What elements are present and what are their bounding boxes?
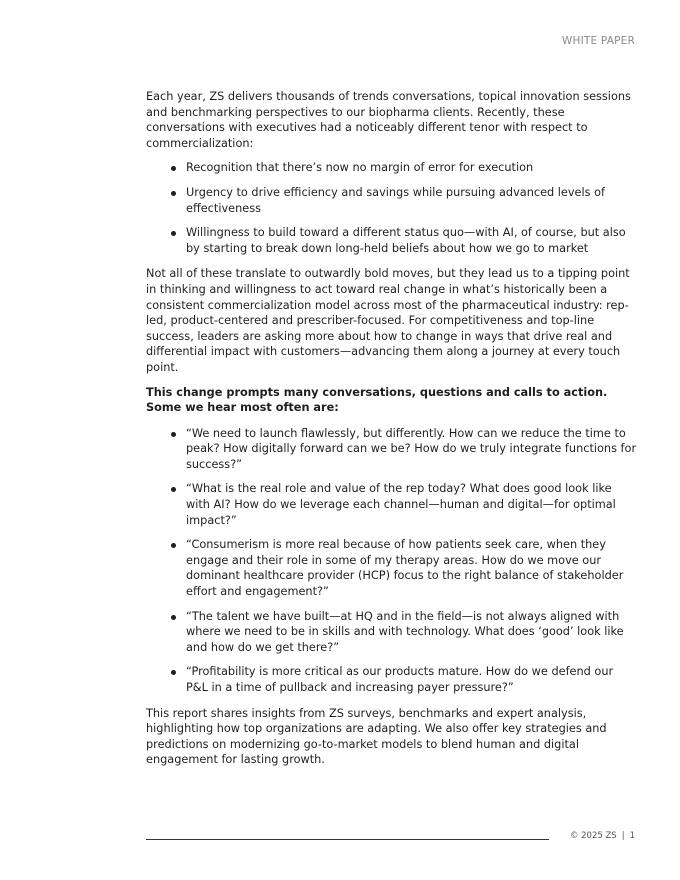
body-content <box>146 89 638 777</box>
closing-paragraph: This report shares insights from ZS surveys, benchmarks and expert analysis, highlighting how top organizations are adapting. We also offer key strategies and predictions on modernizing go-to-market models to blend human and digital engagement for lasting growth. <box>146 706 607 767</box>
list-item-text: “Consumerism is more real because of how patients seek care, when they engage and their role in some of my therapy areas. How do we move our dominant healthcare provider (HCP) focus to the right balance of stakeholder effort and engagement?” <box>186 538 624 599</box>
copyright-text: © 2025 ZS <box>569 831 617 841</box>
tipping-point-paragraph: Not all of these translate to outwardly bold moves, but they lead us to a tipping point in thinking and willingness to act toward real change in what’s historically been a consistent commercialization model across most of the pharmaceutical industry: rep-led, product-centered and prescriber-focused. For competitiveness and top-line success, leaders are asking more about how to change in ways that drive real and differential impact with customers—advancing them along a journey at every touch point. <box>146 267 630 374</box>
list-item-text: “We need to launch flawlessly, but differently. How can we reduce the time to peak? How digitally forward can we be? How do we truly integrate functions for success?” <box>186 426 637 471</box>
list-item <box>146 609 638 656</box>
tenor-bullet-list <box>146 160 638 256</box>
bold-lead-paragraph: This change prompts many conversations, questions and calls to action. Some we hear most often are: <box>146 385 608 415</box>
bullet-icon <box>171 615 176 620</box>
bullet-icon <box>171 191 176 196</box>
list-item <box>146 664 638 695</box>
list-item-text: Willingness to build toward a different status quo—with AI, of course, but also by starting to break down long-held beliefs about how we go to market <box>186 226 626 255</box>
footer-divider <box>146 839 549 840</box>
list-item <box>146 160 638 176</box>
list-item-text: “Profitability is more critical as our products mature. How do we defend our P&L in a time of pullback and increasing payer pressure?” <box>186 665 614 694</box>
bullet-icon <box>171 487 176 492</box>
page-number: 1 <box>629 831 635 841</box>
list-item <box>146 426 638 473</box>
list-item <box>146 537 638 599</box>
footer-separator: | <box>621 831 625 841</box>
list-item-text: Recognition that there’s now no margin of error for execution <box>186 161 534 175</box>
list-item <box>146 185 638 216</box>
bullet-icon <box>171 166 176 171</box>
bullet-icon <box>171 670 176 675</box>
bullet-icon <box>171 543 176 548</box>
list-item-text: Urgency to drive efficiency and savings while pursuing advanced levels of effectiveness <box>186 185 606 215</box>
bullet-icon <box>171 432 176 437</box>
list-item-text: “What is the real role and value of the rep today? What does good look like with AI? How do we leverage each channel—human and digital—for optimal impact?” <box>186 482 616 527</box>
quote-bullet-list <box>146 426 638 696</box>
list-item <box>146 225 638 256</box>
bullet-icon <box>171 231 176 236</box>
document-type-label: WHITE PAPER <box>561 35 635 47</box>
page-footer <box>570 831 635 841</box>
list-item <box>146 481 638 528</box>
list-item-text: “The talent we have built—at HQ and in the field—is not always aligned with where we need to be in skills and with technology. What does ‘good’ look like and how do we get there?” <box>186 609 624 654</box>
intro-paragraph: Each year, ZS delivers thousands of trends conversations, topical innovation sessions and benchmarking perspectives to our biopharma clients. Recently, these conversations with executives had a noticeably different tenor with respect to commercialization: <box>146 90 631 150</box>
